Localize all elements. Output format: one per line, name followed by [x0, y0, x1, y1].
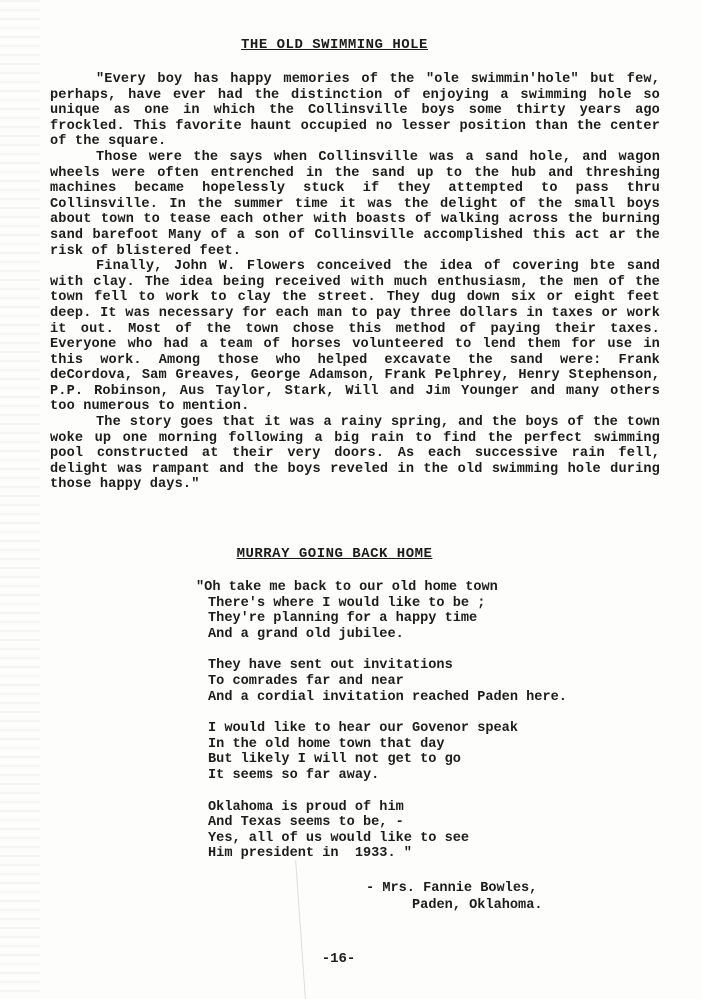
poem-line: They're planning for a happy time [208, 611, 478, 627]
poem-title: MURRAY GOING BACK HOME [236, 546, 433, 562]
poem-body [196, 580, 656, 878]
article-paragraph: "Every boy has happy memories of the "ole swimmin'hole" but few, perhaps, have ever had the distinction of enjoying a swimming hole so unique as one in which the Collinsville boys some thirty years ago frockled. This favorite haunt occupied no lesser position than the center of the square. [50, 72, 660, 150]
poem-line: It seems so far away. [208, 767, 380, 783]
poem-line: And a cordial invitation reached Paden here. [208, 689, 567, 705]
poem-line: Oklahoma is proud of him [208, 799, 404, 815]
poem-line: "Oh take me back to our old home town [196, 580, 498, 595]
margin-bleed-through [0, 0, 40, 999]
article-title: THE OLD SWIMMING HOLE [241, 37, 428, 53]
page-number: -16- [321, 951, 356, 967]
poem-stanza [196, 800, 656, 862]
poem-line: Yes, all of us would like to see [208, 830, 470, 846]
poem-line: And Texas seems to be, - [208, 815, 404, 831]
poem-line: I would like to hear our Govenor speak [208, 721, 518, 737]
fold-crease [295, 860, 306, 999]
article-paragraph: The story goes that it was a rainy spring, and the boys of the town woke up one morning following a big rain to find the perfect swimming pool constructed at their very doors. As each successive rain fell, delight was rampant and the boys reveled in the old swimming hole during those happy days." [50, 415, 660, 493]
poem-stanza [196, 658, 656, 705]
article-paragraph: Those were the says when Collinsville was a sand hole, and wagon wheels were often entrenched in the sand up to the hub and threshing machines became hopelessly stuck if they attempted to pass thru Collinsville. In the summer time it was the delight of the small boys about town to tease each other with boasts of walking across the burning sand barefoot Many of a son of Collinsville accomplished this act ar the risk of blistered feet. [50, 149, 660, 259]
poem-line: Him president in 1933. " [208, 846, 412, 862]
poem-line: And a grand old jubilee. [208, 626, 404, 642]
article-body [50, 72, 660, 493]
article-paragraph: Finally, John W. Flowers conceived the idea of covering bte sand with clay. The idea being received with much enthusiasm, the men of the town fell to work to clay the street. They dug down six or eight feet deep. It was necessary for each man to pay three dollars in taxes or work it out. Most of the town chose this method of paying their taxes. Everyone who had a team of horses volunteered to lend them for use in this work. Among those who helped excavate the sand were: Frank deCordova, Sam Greaves, George Adamson, Frank Pelphrey, Henry Stephenson, P.P. Robinson, Aus Taylor, Stark, Will and Jim Younger and many others too numerous to mention. [50, 259, 660, 415]
poem-stanza [196, 580, 656, 642]
poem-line: They have sent out invitations [208, 658, 453, 674]
signature-author: - Mrs. Fannie Bowles, [366, 881, 538, 896]
poem-line: To comrades far and near [208, 673, 404, 689]
poem-line: There's where I would like to be ; [208, 595, 486, 611]
poem-line: But likely I will not get to go [208, 752, 461, 768]
poem-signature [366, 880, 543, 914]
poem-stanza [196, 721, 656, 783]
signature-location: Paden, Oklahoma. [412, 898, 543, 913]
poem-line: In the old home town that day [208, 736, 445, 752]
